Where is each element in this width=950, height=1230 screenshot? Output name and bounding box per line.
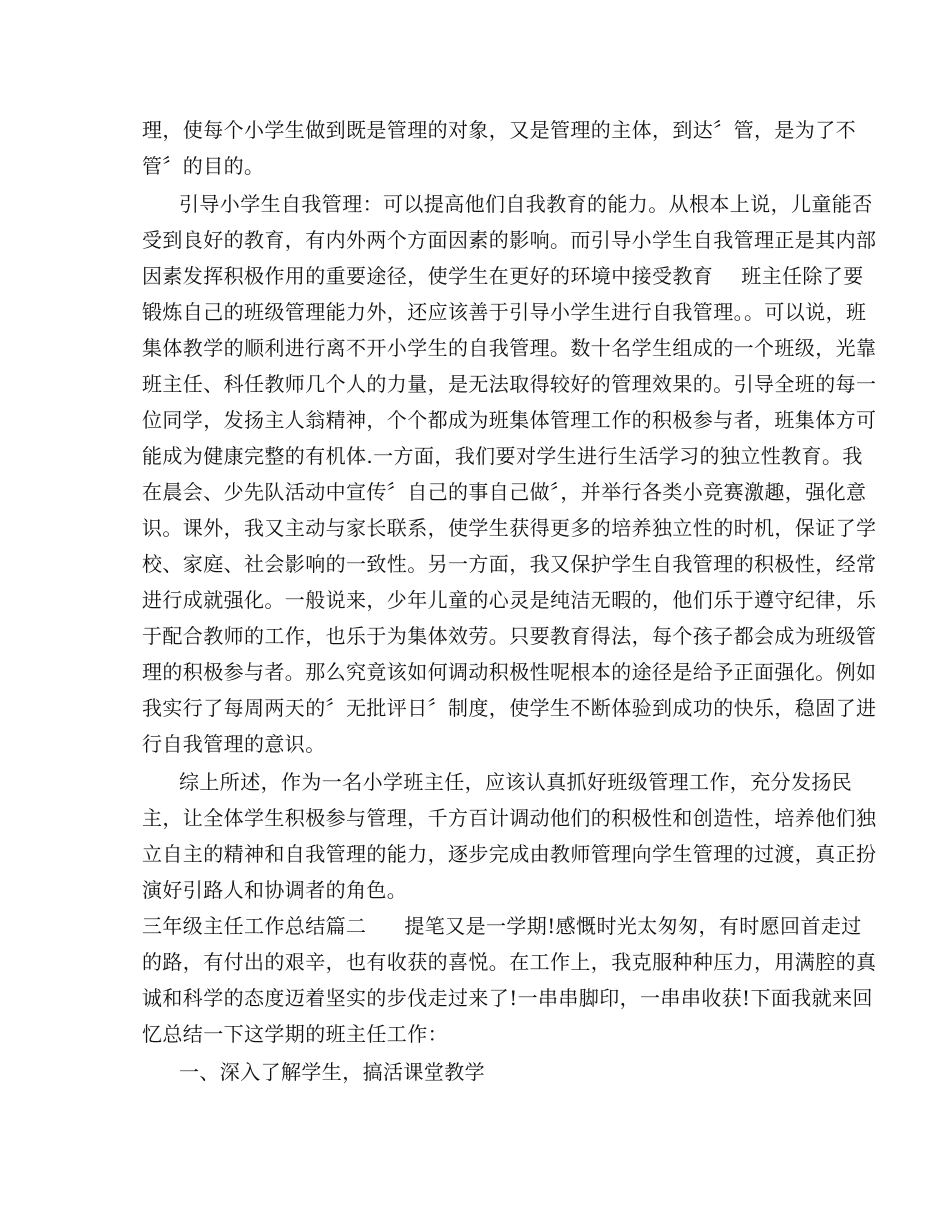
text-segment: 提笔又是一学期!感慨时光太匆匆，有时愿回首走过 — [404, 914, 862, 938]
text-line: 锻炼自己的班级管理能力外，还应该善于引导小学生进行自我管理。。可以说，班 — [142, 300, 867, 324]
text-segment: 班主任除了要 — [741, 264, 864, 288]
subsection-heading: 一、深入了解学生，搞活课堂教学 — [179, 1060, 485, 1084]
section-title: 三年级主任工作总结篇二 — [142, 914, 367, 938]
text-line: 管〞的目的。 — [142, 154, 265, 178]
text-line: 识。课外，我又主动与家长联系，使学生获得更多的培养独立性的时机，保证了学 — [142, 516, 877, 540]
text-line: 进行成就强化。一般说来，少年儿童的心灵是纯洁无暇的，他们乐于遵守纪律，乐 — [142, 588, 877, 612]
text-line: 的路，有付出的艰辛，也有收获的喜悦。在工作上，我克服种种压力，用满腔的真 — [142, 950, 877, 974]
text-line: 在晨会、少先队活动中宣传〞自己的事自己做〞，并举行各类小竞赛激趣，强化意 — [142, 480, 867, 504]
text-line: 我实行了每周两天的〞无批评日〞制度，使学生不断体验到成功的快乐，稳固了进 — [142, 696, 877, 720]
text-line: 于配合教师的工作，也乐于为集体效劳。只要教育得法，每个孩子都会成为班级管 — [142, 624, 877, 648]
text-segment: 因素发挥积极作用的重要途径，使学生在更好的环境中接受教育 — [142, 264, 714, 288]
text-line: 位同学，发扬主人翁精神，个个都成为班集体管理工作的积极参与者，班集体方可 — [142, 408, 877, 432]
text-line: 行自我管理的意识。 — [142, 732, 326, 756]
text-line: 能成为健康完整的有机体.一方面，我们要对学生进行生活学习的独立性教育。我 — [142, 444, 863, 468]
text-line: 立自主的精神和自我管理的能力，逐步完成由教师管理向学生管理的过渡，真正扮 — [142, 842, 877, 866]
text-line: 主，让全体学生积极参与管理，千方百计调动他们的积极性和创造性，培养他们独 — [142, 806, 877, 830]
text-line: 受到良好的教育，有内外两个方面因素的影响。而引导小学生自我管理正是其内部 — [142, 228, 877, 252]
section-title-line — [142, 914, 862, 938]
text-line: 理的积极参与者。那么究竟该如何调动积极性呢根本的途径是给予正面强化。例如 — [142, 660, 877, 684]
text-line: 演好引路人和协调者的角色。 — [142, 878, 408, 902]
text-line: 理，使每个小学生做到既是管理的对象，又是管理的主体，到达〞管，是为了不 — [142, 118, 856, 142]
text-line: 集体教学的顺利进行离不开小学生的自我管理。数十名学生组成的一个班级，光靠 — [142, 336, 877, 360]
text-line — [142, 264, 864, 288]
text-line: 班主任、科任教师几个人的力量，是无法取得较好的管理效果的。引导全班的每一 — [142, 372, 877, 396]
text-line: 诚和科学的态度迈着坚实的步伐走过来了!一串串脚印，一串串收获!下面我就来回 — [142, 986, 873, 1010]
text-line: 校、家庭、社会影响的一致性。另一方面，我又保护学生自我管理的积极性，经常 — [142, 552, 877, 576]
text-line: 忆总结一下这学期的班主任工作： — [142, 1022, 448, 1046]
paragraph-start-line: 综上所述，作为一名小学班主任，应该认真抓好班级管理工作，充分发扬民 — [179, 770, 853, 794]
paragraph-start-line: 引导小学生自我管理：可以提高他们自我教育的能力。从根本上说，儿童能否 — [179, 192, 873, 216]
